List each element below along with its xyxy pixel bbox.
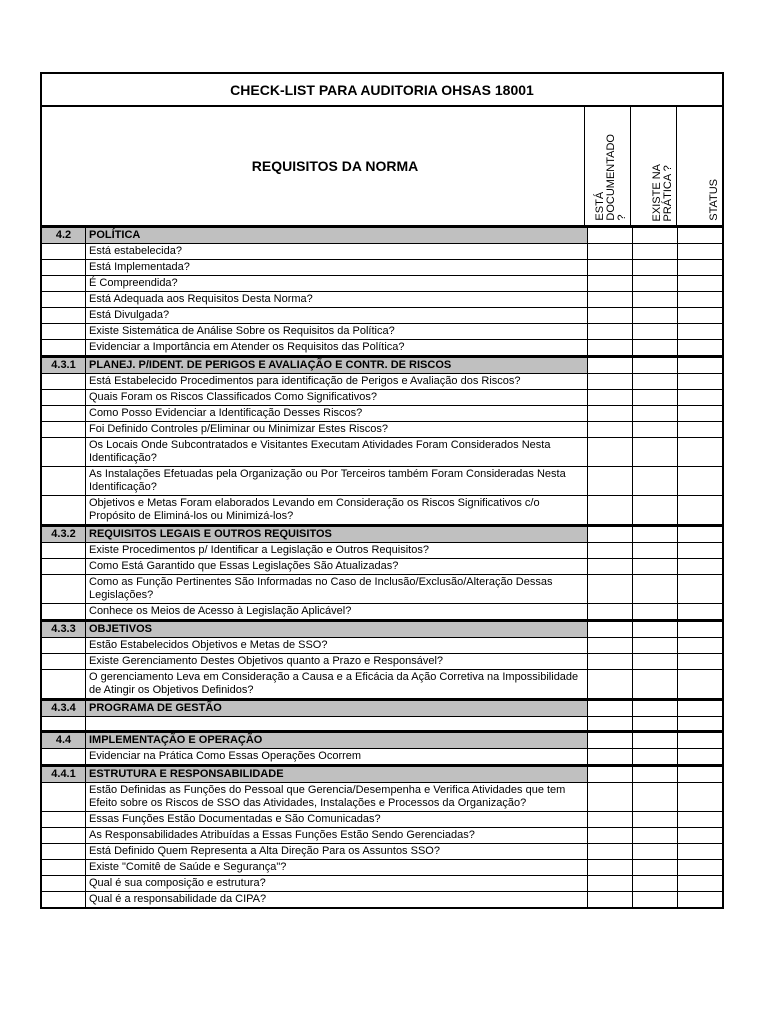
documented-check-cell[interactable] bbox=[587, 717, 632, 730]
practice-check-cell[interactable] bbox=[632, 467, 677, 495]
practice-check-cell[interactable] bbox=[632, 860, 677, 875]
section-title: PROGRAMA DE GESTÃO bbox=[86, 701, 587, 716]
documented-check-cell[interactable] bbox=[587, 604, 632, 619]
section-number bbox=[42, 406, 86, 421]
requirement-text: Conhece os Meios de Acesso à Legislação Aplicável? bbox=[89, 605, 352, 617]
section-number: 4.4 bbox=[42, 733, 86, 748]
section-number bbox=[42, 340, 86, 355]
section-number: 4.4.1 bbox=[42, 767, 86, 782]
section-number bbox=[42, 244, 86, 259]
status-cell[interactable] bbox=[677, 260, 722, 275]
status-cell[interactable] bbox=[677, 892, 722, 907]
status-cell[interactable] bbox=[677, 358, 722, 373]
practice-check-cell[interactable] bbox=[632, 670, 677, 698]
section-row bbox=[42, 765, 722, 783]
practice-check-cell[interactable] bbox=[632, 749, 677, 764]
requirement-text: Existe Sistemática de Análise Sobre os Requisitos da Política? bbox=[89, 325, 395, 337]
status-cell[interactable] bbox=[677, 767, 722, 782]
checklist-item-row bbox=[42, 390, 722, 406]
requirement-text: As Instalações Efetuadas pela Organização ou Por Terceiros também Foram Consideradas Nesta Identificação? bbox=[89, 468, 566, 493]
practice-check-cell[interactable] bbox=[632, 308, 677, 323]
status-cell[interactable] bbox=[677, 701, 722, 716]
documented-check-cell[interactable] bbox=[587, 654, 632, 669]
checklist-item-row bbox=[42, 844, 722, 860]
checklist-item-row bbox=[42, 812, 722, 828]
section-number bbox=[42, 390, 86, 405]
checklist-item-row bbox=[42, 374, 722, 390]
status-cell[interactable] bbox=[677, 340, 722, 355]
documented-column-label: ESTÁ DOCUMENTADO ? bbox=[594, 134, 628, 221]
requirement-text: Como as Função Pertinentes São Informadas no Caso de Inclusão/Exclusão/Alteração Dessas Legislações? bbox=[89, 576, 553, 601]
practice-check-cell[interactable] bbox=[632, 622, 677, 637]
practice-check-cell[interactable] bbox=[632, 783, 677, 811]
requirement-text: Está Implementada? bbox=[89, 261, 190, 273]
status-cell[interactable] bbox=[677, 860, 722, 875]
practice-check-cell[interactable] bbox=[632, 340, 677, 355]
status-cell[interactable] bbox=[677, 390, 722, 405]
checklist-table bbox=[40, 72, 724, 909]
checklist-item-row bbox=[42, 543, 722, 559]
practice-check-cell[interactable] bbox=[632, 527, 677, 542]
practice-check-cell[interactable] bbox=[632, 496, 677, 524]
checklist-item-row bbox=[42, 260, 722, 276]
documented-check-cell[interactable] bbox=[587, 340, 632, 355]
section-number bbox=[42, 860, 86, 875]
section-number bbox=[42, 260, 86, 275]
documented-check-cell[interactable] bbox=[587, 292, 632, 307]
requirement-text: Essas Funções Estão Documentadas e São Comunicadas? bbox=[89, 813, 381, 825]
documented-check-cell[interactable] bbox=[587, 828, 632, 843]
section-row bbox=[42, 620, 722, 638]
status-cell[interactable] bbox=[677, 527, 722, 542]
documented-check-cell[interactable] bbox=[587, 467, 632, 495]
requirement-text: Quais Foram os Riscos Classificados Como Significativos? bbox=[89, 391, 377, 403]
section-number bbox=[42, 324, 86, 339]
checklist-item-row bbox=[42, 638, 722, 654]
status-cell[interactable] bbox=[677, 324, 722, 339]
documented-check-cell[interactable] bbox=[587, 390, 632, 405]
documented-check-cell[interactable] bbox=[587, 876, 632, 891]
practice-check-cell[interactable] bbox=[632, 828, 677, 843]
section-number bbox=[42, 467, 86, 495]
status-cell[interactable] bbox=[677, 876, 722, 891]
section-row bbox=[42, 731, 722, 749]
requirement-text: Como Está Garantido que Essas Legislações São Atualizadas? bbox=[89, 560, 399, 572]
section-number: 4.3.3 bbox=[42, 622, 86, 637]
section-row bbox=[42, 699, 722, 717]
checklist-item-row bbox=[42, 749, 722, 765]
status-column-label: STATUS bbox=[708, 179, 720, 221]
section-row bbox=[42, 525, 722, 543]
requirement-text: Existe Gerenciamento Destes Objetivos quanto a Prazo e Responsável? bbox=[89, 655, 444, 667]
checklist-item-row bbox=[42, 340, 722, 356]
checklist-item-row bbox=[42, 438, 722, 467]
checklist-item-row bbox=[42, 783, 722, 812]
documented-check-cell[interactable] bbox=[587, 244, 632, 259]
practice-check-cell[interactable] bbox=[632, 701, 677, 716]
practice-check-cell[interactable] bbox=[632, 292, 677, 307]
checklist-item-row bbox=[42, 892, 722, 907]
requirement-text: Está Estabelecido Procedimentos para identificação de Perigos e Avaliação dos Riscos? bbox=[89, 375, 521, 387]
status-cell[interactable] bbox=[677, 717, 722, 730]
checklist-item-row bbox=[42, 308, 722, 324]
practice-check-cell[interactable] bbox=[632, 559, 677, 574]
section-number bbox=[42, 876, 86, 891]
practice-check-cell[interactable] bbox=[632, 543, 677, 558]
status-cell[interactable] bbox=[677, 654, 722, 669]
checklist-title: CHECK-LIST PARA AUDITORIA OHSAS 18001 bbox=[42, 74, 722, 107]
practice-check-cell[interactable] bbox=[632, 260, 677, 275]
status-cell[interactable] bbox=[677, 438, 722, 466]
section-number bbox=[42, 292, 86, 307]
documented-check-cell[interactable] bbox=[587, 406, 632, 421]
checklist-item-row bbox=[42, 654, 722, 670]
practice-check-cell[interactable] bbox=[632, 438, 677, 466]
section-title: OBJETIVOS bbox=[86, 622, 587, 637]
section-number bbox=[42, 308, 86, 323]
documented-check-cell[interactable] bbox=[587, 438, 632, 466]
section-number bbox=[42, 717, 86, 730]
practice-check-cell[interactable] bbox=[632, 733, 677, 748]
section-number bbox=[42, 575, 86, 603]
requirement-text: Estão Estabelecidos Objetivos e Metas de SSO? bbox=[89, 639, 328, 651]
section-row bbox=[42, 228, 722, 244]
requirement-text: Foi Definido Controles p/Eliminar ou Minimizar Estes Riscos? bbox=[89, 423, 388, 435]
practice-check-cell[interactable] bbox=[632, 244, 677, 259]
status-cell[interactable] bbox=[677, 406, 722, 421]
status-cell[interactable] bbox=[677, 812, 722, 827]
documented-check-cell[interactable] bbox=[587, 228, 632, 243]
practice-check-cell[interactable] bbox=[632, 406, 677, 421]
documented-check-cell[interactable] bbox=[587, 358, 632, 373]
documented-check-cell[interactable] bbox=[587, 374, 632, 389]
documented-check-cell[interactable] bbox=[587, 844, 632, 859]
section-title: ESTRUTURA E RESPONSABILIDADE bbox=[86, 767, 587, 782]
practice-column-label: EXISTE NA PRÁTICA ? bbox=[651, 163, 674, 221]
status-cell[interactable] bbox=[677, 575, 722, 603]
section-number bbox=[42, 892, 86, 907]
documented-check-cell[interactable] bbox=[587, 527, 632, 542]
section-number bbox=[42, 844, 86, 859]
practice-check-cell[interactable] bbox=[632, 422, 677, 437]
documented-column-header bbox=[584, 107, 630, 225]
status-cell[interactable] bbox=[677, 844, 722, 859]
requirement-text: Existe Procedimentos p/ Identificar a Legislação e Outros Requisitos? bbox=[89, 544, 429, 556]
documented-check-cell[interactable] bbox=[587, 701, 632, 716]
status-cell[interactable] bbox=[677, 622, 722, 637]
documented-check-cell[interactable] bbox=[587, 622, 632, 637]
section-title: POLÍTICA bbox=[86, 228, 587, 243]
requirement-text: As Responsabilidades Atribuídas a Essas Funções Estão Sendo Gerenciadas? bbox=[89, 829, 475, 841]
status-cell[interactable] bbox=[677, 559, 722, 574]
requirement-text: O gerenciamento Leva em Consideração a Causa e a Eficácia da Ação Corretiva na Impossibilidade de Atingir os Objetivos Definidos? bbox=[89, 671, 579, 696]
checklist-item-row bbox=[42, 406, 722, 422]
status-column-header bbox=[676, 107, 722, 225]
documented-check-cell[interactable] bbox=[587, 422, 632, 437]
section-number bbox=[42, 638, 86, 653]
status-cell[interactable] bbox=[677, 276, 722, 291]
status-cell[interactable] bbox=[677, 638, 722, 653]
requirement-text: Está estabelecida? bbox=[89, 245, 182, 257]
section-title: REQUISITOS LEGAIS E OUTROS REQUISITOS bbox=[86, 527, 587, 542]
status-cell[interactable] bbox=[677, 422, 722, 437]
documented-check-cell[interactable] bbox=[587, 543, 632, 558]
checklist-item-row bbox=[42, 496, 722, 525]
documented-check-cell[interactable] bbox=[587, 812, 632, 827]
column-header-row bbox=[42, 107, 722, 228]
practice-check-cell[interactable] bbox=[632, 812, 677, 827]
documented-check-cell[interactable] bbox=[587, 860, 632, 875]
requirement-text bbox=[86, 717, 587, 730]
status-cell[interactable] bbox=[677, 604, 722, 619]
practice-check-cell[interactable] bbox=[632, 638, 677, 653]
documented-check-cell[interactable] bbox=[587, 575, 632, 603]
checklist-item-row bbox=[42, 575, 722, 604]
section-number bbox=[42, 559, 86, 574]
documented-check-cell[interactable] bbox=[587, 749, 632, 764]
section-number bbox=[42, 654, 86, 669]
section-number bbox=[42, 374, 86, 389]
section-number bbox=[42, 749, 86, 764]
status-cell[interactable] bbox=[677, 292, 722, 307]
checklist-item-row bbox=[42, 670, 722, 699]
section-title: PLANEJ. P/IDENT. DE PERIGOS E AVALIAÇÃO E CONTR. DE RISCOS bbox=[86, 358, 587, 373]
practice-check-cell[interactable] bbox=[632, 892, 677, 907]
practice-check-cell[interactable] bbox=[632, 767, 677, 782]
documented-check-cell[interactable] bbox=[587, 638, 632, 653]
requirement-text: É Compreendida? bbox=[89, 277, 178, 289]
section-number bbox=[42, 422, 86, 437]
checklist-item-row bbox=[42, 244, 722, 260]
practice-check-cell[interactable] bbox=[632, 654, 677, 669]
requirement-text: Qual é sua composição e estrutura? bbox=[89, 877, 266, 889]
documented-check-cell[interactable] bbox=[587, 496, 632, 524]
practice-check-cell[interactable] bbox=[632, 276, 677, 291]
checklist-item-row bbox=[42, 422, 722, 438]
checklist-rows bbox=[42, 228, 722, 907]
checklist-item-row bbox=[42, 604, 722, 620]
requirement-text: Evidenciar na Prática Como Essas Operações Ocorrem bbox=[89, 750, 362, 762]
checklist-item-row bbox=[42, 276, 722, 292]
checklist-item-row bbox=[42, 292, 722, 308]
requirement-text: Está Definido Quem Representa a Alta Direção Para os Assuntos SSO? bbox=[89, 845, 440, 857]
status-cell[interactable] bbox=[677, 783, 722, 811]
status-cell[interactable] bbox=[677, 496, 722, 524]
requirement-text: Está Divulgada? bbox=[89, 309, 170, 321]
documented-check-cell[interactable] bbox=[587, 892, 632, 907]
practice-check-cell[interactable] bbox=[632, 358, 677, 373]
status-cell[interactable] bbox=[677, 733, 722, 748]
section-number: 4.2 bbox=[42, 228, 86, 243]
section-number bbox=[42, 812, 86, 827]
section-number bbox=[42, 783, 86, 811]
documented-check-cell[interactable] bbox=[587, 783, 632, 811]
requirements-column-header: REQUISITOS DA NORMA bbox=[251, 158, 419, 174]
requirement-text: Estão Definidas as Funções do Pessoal que Gerencia/Desempenha e Verifica Atividades que tem Efeito sobre os Riscos de SSO das Atividades, Instalações e Processos da Organização? bbox=[89, 784, 566, 809]
documented-check-cell[interactable] bbox=[587, 308, 632, 323]
section-number bbox=[42, 604, 86, 619]
documented-check-cell[interactable] bbox=[587, 559, 632, 574]
section-number bbox=[42, 543, 86, 558]
requirement-text: Os Locais Onde Subcontratados e Visitantes Executam Atividades Foram Considerados Nesta Identificação? bbox=[89, 439, 551, 464]
section-number: 4.3.4 bbox=[42, 701, 86, 716]
documented-check-cell[interactable] bbox=[587, 733, 632, 748]
checklist-item-row bbox=[42, 876, 722, 892]
requirement-text: Evidenciar a Importância em Atender os Requisitos das Política? bbox=[89, 341, 405, 353]
practice-check-cell[interactable] bbox=[632, 844, 677, 859]
checklist-item-row bbox=[42, 467, 722, 496]
status-cell[interactable] bbox=[677, 670, 722, 698]
checklist-item-row bbox=[42, 559, 722, 575]
number-column-header bbox=[42, 107, 86, 225]
practice-check-cell[interactable] bbox=[632, 604, 677, 619]
practice-check-cell[interactable] bbox=[632, 390, 677, 405]
practice-check-cell[interactable] bbox=[632, 876, 677, 891]
section-number bbox=[42, 438, 86, 466]
status-cell[interactable] bbox=[677, 543, 722, 558]
checklist-item-row bbox=[42, 324, 722, 340]
status-cell[interactable] bbox=[677, 828, 722, 843]
documented-check-cell[interactable] bbox=[587, 260, 632, 275]
section-row bbox=[42, 356, 722, 374]
status-cell[interactable] bbox=[677, 749, 722, 764]
status-cell[interactable] bbox=[677, 244, 722, 259]
section-number bbox=[42, 276, 86, 291]
status-cell[interactable] bbox=[677, 374, 722, 389]
requirement-text: Existe "Comitê de Saúde e Segurança"? bbox=[89, 861, 287, 873]
blank-row bbox=[42, 717, 722, 731]
practice-check-cell[interactable] bbox=[632, 575, 677, 603]
section-title: IMPLEMENTAÇÃO E OPERAÇÃO bbox=[86, 733, 587, 748]
practice-column-header bbox=[630, 107, 676, 225]
section-number bbox=[42, 496, 86, 524]
status-cell[interactable] bbox=[677, 228, 722, 243]
requirement-text: Qual é a responsabilidade da CIPA? bbox=[89, 893, 267, 905]
checklist-item-row bbox=[42, 860, 722, 876]
section-number bbox=[42, 670, 86, 698]
documented-check-cell[interactable] bbox=[587, 276, 632, 291]
status-cell[interactable] bbox=[677, 467, 722, 495]
requirement-text: Está Adequada aos Requisitos Desta Norma? bbox=[89, 293, 313, 305]
practice-check-cell[interactable] bbox=[632, 717, 677, 730]
requirement-text: Objetivos e Metas Foram elaborados Levando em Consideração os Riscos Significativos c/o Propósito de Eliminá-los ou Minimizá-los? bbox=[89, 497, 540, 522]
practice-check-cell[interactable] bbox=[632, 228, 677, 243]
section-number: 4.3.1 bbox=[42, 358, 86, 373]
section-number: 4.3.2 bbox=[42, 527, 86, 542]
documented-check-cell[interactable] bbox=[587, 670, 632, 698]
practice-check-cell[interactable] bbox=[632, 374, 677, 389]
practice-check-cell[interactable] bbox=[632, 324, 677, 339]
section-number bbox=[42, 828, 86, 843]
requirement-text: Como Posso Evidenciar a Identificação Desses Riscos? bbox=[89, 407, 363, 419]
checklist-item-row bbox=[42, 828, 722, 844]
documented-check-cell[interactable] bbox=[587, 767, 632, 782]
documented-check-cell[interactable] bbox=[587, 324, 632, 339]
status-cell[interactable] bbox=[677, 308, 722, 323]
